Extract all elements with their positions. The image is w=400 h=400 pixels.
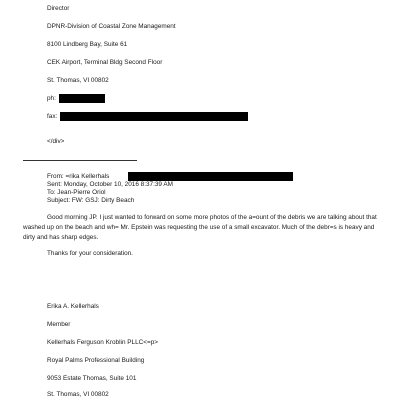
signer-firm: Kellerhals Ferguson Kroblin PLLC<=p>	[47, 339, 159, 346]
from-email-redaction	[128, 172, 293, 181]
phone-redaction	[59, 94, 105, 103]
sender-organization: DPNR-Division of Coastal Zone Management	[47, 23, 176, 30]
signer-city: St. Thomas, VI 00802	[47, 391, 109, 398]
fax-label: fax:	[47, 113, 58, 120]
sender-city: St. Thomas, VI 00802	[47, 77, 109, 84]
sender-title: Director	[47, 5, 70, 12]
closing-div-tag: </div>	[47, 138, 65, 145]
email-body-paragraph	[23, 213, 383, 243]
phone-label: ph:	[47, 95, 56, 102]
sender-address-line2: CEK Airport, Terminal Bldg Second Floor	[47, 59, 163, 66]
email-from: From: =rika Kellerhals	[47, 173, 110, 180]
separator-line	[23, 160, 137, 161]
signer-role: Member	[47, 321, 71, 328]
email-body-text: Good morning JP. I just wanted to forward on some more photos of the a=ount of the debris we are talking about that washed up on the beach and wh= Mr. Epstein was requesting the use of a small excavator. Much of the debr=s is heavy and dirty and has sharp edges.	[23, 214, 377, 241]
email-thanks: Thanks for your consideration.	[47, 250, 133, 257]
fax-redaction	[60, 112, 248, 121]
email-to: To: Jean-Pierre Oriol	[47, 189, 106, 196]
signer-street: 9053 Estate Thomas, Suite 101	[47, 375, 137, 382]
email-subject: Subject: FW: GSJ: Dirty Beach	[47, 197, 135, 204]
signer-building: Royal Palms Professional Building	[47, 357, 145, 364]
email-sent: Sent: Monday, October 10, 2016 8:37:39 AM	[47, 181, 173, 188]
sender-address-line1: 8100 Lindberg Bay, Suite 61	[47, 41, 128, 48]
signer-name: Erika A. Kellerhals	[47, 303, 99, 310]
